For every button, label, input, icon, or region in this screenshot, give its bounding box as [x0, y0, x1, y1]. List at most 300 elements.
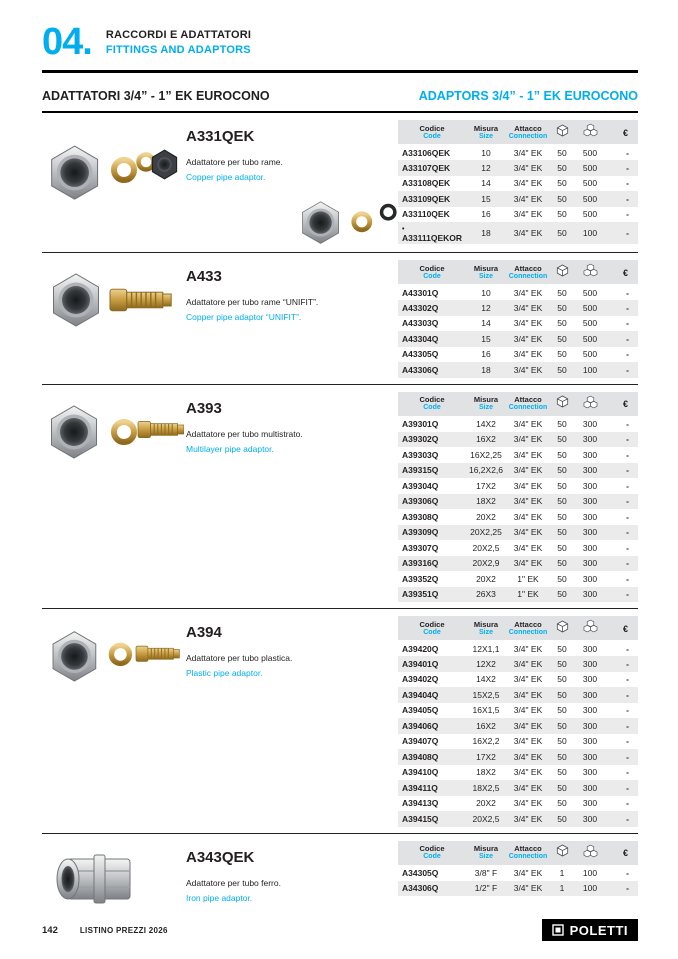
product-table-a343qek — [398, 841, 638, 897]
cell-box: 50 — [557, 228, 567, 238]
column-header-code: Codice Code — [398, 841, 466, 866]
cell-box: 50 — [557, 798, 567, 809]
cell-box: 50 — [557, 589, 567, 600]
nut-ring-insert-photo — [42, 622, 184, 692]
column-header-connection: Attacco Connection — [506, 260, 550, 285]
cell-size: 1/2" F — [474, 883, 498, 894]
product-photo-a433 — [42, 260, 184, 378]
table-row — [398, 347, 638, 363]
cell-box: 1 — [559, 883, 565, 894]
table-row — [398, 494, 638, 510]
cell-code: A33108QEK — [402, 178, 451, 189]
cell-conn: 3/4" EK — [513, 178, 543, 189]
product-photo-a331qek — [42, 120, 184, 246]
cell-pallet: 300 — [582, 705, 598, 716]
cell-code: A39308Q — [402, 511, 439, 522]
cell-pallet: 100 — [582, 883, 598, 894]
cell-conn: 3/4" EK — [513, 465, 543, 476]
column-header-size: Misura Size — [466, 260, 506, 285]
brand-name: POLETTI — [569, 922, 628, 938]
table-row — [398, 145, 638, 161]
cell-code: A34305Q — [402, 868, 439, 878]
cell-pallet: 300 — [582, 465, 598, 476]
cell-code: A39407Q — [402, 736, 439, 747]
product-description-it: Adattatore per tubo multistrato. — [186, 428, 303, 439]
table-row — [398, 881, 638, 897]
cell-code: A33106QEK — [402, 147, 451, 158]
product-section-a343qek — [42, 834, 638, 917]
cell-size: 16 — [481, 209, 491, 220]
cell-conn: 3/4" EK — [513, 542, 543, 553]
cell-pallet: 500 — [582, 302, 598, 313]
table-row — [398, 478, 638, 494]
cell-box: 50 — [557, 147, 567, 158]
product-name: A393 — [186, 399, 222, 417]
cell-pallet: 300 — [582, 720, 598, 731]
product-photo-a393 — [42, 392, 184, 603]
cell-conn: 3/4" EK — [513, 193, 543, 204]
cell-code: A43303Q — [402, 318, 439, 329]
product-table-a394 — [398, 616, 638, 827]
cell-code: A43302Q — [402, 302, 439, 313]
pallet-icon — [574, 260, 606, 285]
cell-price: - — [626, 643, 629, 654]
product-section-a394 — [42, 609, 638, 834]
cell-box: 50 — [557, 349, 567, 360]
column-header-code: Codice Code — [398, 260, 466, 285]
nut-olive-rings-photo — [42, 126, 182, 218]
cell-size: 12 — [481, 302, 491, 313]
cell-conn: 3/4" EK — [513, 767, 543, 778]
cell-pallet: 300 — [582, 674, 598, 685]
cell-box: 50 — [557, 434, 567, 445]
column-header-price: € — [606, 392, 638, 417]
cell-price: - — [626, 287, 629, 298]
cell-pallet: 100 — [582, 228, 598, 238]
column-header-connection: Attacco Connection — [506, 392, 550, 417]
cell-box: 50 — [557, 333, 567, 344]
cell-conn: 3/4" EK — [513, 658, 543, 669]
cell-box: 50 — [557, 287, 567, 298]
table-row — [398, 587, 638, 603]
cell-code: A39404Q — [402, 689, 439, 700]
cell-box: 50 — [557, 511, 567, 522]
cell-pallet: 300 — [582, 782, 598, 793]
cell-conn: 3/4" EK — [513, 751, 543, 762]
cell-pallet: 300 — [582, 527, 598, 538]
cell-pallet: 300 — [582, 511, 598, 522]
cell-size: 16X1,5 — [472, 705, 500, 716]
column-header-price: € — [606, 120, 638, 145]
cell-conn: 3/4" EK — [513, 798, 543, 809]
cell-box: 50 — [557, 813, 567, 824]
cell-pallet: 300 — [582, 767, 598, 778]
cell-price: - — [626, 147, 629, 158]
cell-pallet: 500 — [582, 349, 598, 360]
cell-conn: 3/4" EK — [513, 318, 543, 329]
table-row — [398, 687, 638, 703]
cell-size: 14 — [481, 318, 491, 329]
product-description-en: Copper pipe adaptor “UNIFIT”. — [186, 312, 302, 322]
cell-pallet: 500 — [582, 147, 598, 158]
cell-conn: 3/4" EK — [513, 333, 543, 344]
cell-size: 18 — [481, 364, 491, 375]
cell-price: - — [626, 496, 629, 507]
cell-box: 50 — [557, 558, 567, 569]
column-header-size: Misura Size — [466, 120, 506, 145]
cell-conn: 3/4" EK — [513, 813, 543, 824]
box-icon — [550, 260, 574, 285]
cell-price: - — [626, 705, 629, 716]
cell-conn: 1" EK — [517, 589, 539, 600]
page-header — [42, 21, 638, 63]
product-description-it: Adattatore per tubo rame. — [186, 157, 283, 167]
chapter-title-it: RACCORDI E ADATTATORI — [105, 29, 252, 41]
cell-conn: 3/4" EK — [513, 643, 543, 654]
cell-pallet: 500 — [582, 209, 598, 220]
table-row — [398, 447, 638, 463]
cell-conn: 3/4" EK — [513, 302, 543, 313]
table-row — [398, 780, 638, 796]
cell-price: - — [626, 589, 629, 600]
cell-pallet: 300 — [582, 496, 598, 507]
table-row — [398, 331, 638, 347]
table-row — [398, 540, 638, 556]
cell-price: - — [626, 689, 629, 700]
cell-pallet: 300 — [582, 751, 598, 762]
table-row — [398, 718, 638, 734]
cell-price: - — [626, 782, 629, 793]
table-row — [398, 191, 638, 207]
cell-size: 16X2 — [476, 434, 496, 445]
chapter-title-en: FITTINGS AND ADAPTORS — [105, 44, 251, 56]
cell-price: - — [626, 813, 629, 824]
cell-pallet: 300 — [582, 480, 598, 491]
box-icon — [550, 392, 574, 417]
cell-size: 17X2 — [476, 480, 496, 491]
cell-conn: 3/4" EK — [513, 705, 543, 716]
cell-code: A39413Q — [402, 798, 439, 809]
cell-box: 50 — [557, 209, 567, 220]
cell-price: - — [626, 720, 629, 731]
cell-box: 50 — [557, 318, 567, 329]
cell-code: A39406Q — [402, 720, 439, 731]
column-header-size: Misura Size — [466, 392, 506, 417]
cell-size: 12 — [481, 162, 491, 173]
cell-price: - — [626, 658, 629, 669]
cell-pallet: 100 — [582, 364, 598, 375]
cell-pallet: 300 — [582, 736, 598, 747]
cell-price: - — [626, 193, 629, 204]
cell-box: 50 — [557, 751, 567, 762]
cell-conn: 3/4" EK — [513, 434, 543, 445]
cell-pallet: 300 — [582, 434, 598, 445]
table-row — [398, 656, 638, 672]
cell-conn: 3/4" EK — [513, 419, 543, 429]
cell-conn: 3/4" EK — [513, 349, 543, 360]
cell-code: • A33111QEKOR — [402, 226, 463, 243]
cell-pallet: 500 — [582, 318, 598, 329]
cell-box: 50 — [557, 542, 567, 553]
cell-box: 50 — [557, 674, 567, 685]
cell-size: 20X2,5 — [472, 813, 500, 824]
column-header-connection: Attacco Connection — [506, 120, 550, 145]
table-header-row — [398, 616, 638, 641]
cell-price: - — [626, 318, 629, 329]
cell-code: A43306Q — [402, 364, 439, 375]
product-table-a433 — [398, 260, 638, 378]
cell-code: A39304Q — [402, 480, 439, 491]
column-header-code: Codice Code — [398, 616, 466, 641]
cell-price: - — [626, 868, 629, 878]
cell-code: A39351Q — [402, 589, 439, 600]
cell-conn: 3/4" EK — [513, 527, 543, 538]
pallet-icon — [574, 392, 606, 417]
cell-conn: 3/4" EK — [513, 689, 543, 700]
column-header-price: € — [606, 841, 638, 866]
cell-price: - — [626, 465, 629, 476]
cell-price: - — [626, 573, 629, 584]
cell-code: A39352Q — [402, 573, 439, 584]
cell-conn: 3/4" EK — [513, 287, 543, 298]
cell-code: A39415Q — [402, 813, 439, 824]
cell-pallet: 300 — [582, 798, 598, 809]
cell-conn: 1" EK — [517, 573, 539, 584]
cell-box: 50 — [557, 302, 567, 313]
cell-size: 16X2,25 — [470, 449, 502, 460]
cell-box: 50 — [557, 736, 567, 747]
cell-pallet: 100 — [582, 868, 598, 878]
cell-conn: 3/4" EK — [513, 228, 543, 238]
chapter-number: 04. — [42, 21, 92, 63]
cell-conn: 3/4" EK — [513, 480, 543, 491]
table-row — [398, 811, 638, 827]
cell-size: 18X2 — [476, 496, 496, 507]
cell-conn: 3/4" EK — [513, 782, 543, 793]
cell-pallet: 300 — [582, 813, 598, 824]
cell-code: A39306Q — [402, 496, 439, 507]
table-row — [398, 222, 638, 244]
cell-code: A39420Q — [402, 643, 439, 654]
cell-box: 50 — [557, 720, 567, 731]
price-list-label: LISTINO PREZZI 2026 — [79, 925, 168, 935]
cell-size: 18X2,5 — [472, 782, 500, 793]
cell-box: 50 — [557, 465, 567, 476]
table-row — [398, 300, 638, 316]
product-photo-a394 — [42, 616, 184, 827]
cell-box: 50 — [557, 162, 567, 173]
cell-pallet: 300 — [582, 573, 598, 584]
product-photo-a343qek — [42, 841, 184, 911]
nut-ring-insert-photo — [42, 398, 184, 468]
cell-box: 50 — [557, 449, 567, 460]
cell-conn: 3/4" EK — [513, 868, 543, 878]
cell-size: 15X2,5 — [472, 689, 500, 700]
pallet-icon — [574, 120, 606, 145]
nut-ring-oring-photo — [295, 195, 407, 251]
brand-logo — [542, 919, 638, 941]
product-section-a393 — [42, 385, 638, 610]
cell-size: 20X2 — [476, 798, 496, 809]
cell-size: 18X2 — [476, 767, 496, 778]
column-header-connection: Attacco Connection — [506, 841, 550, 866]
cell-price: - — [626, 302, 629, 313]
cell-price: - — [626, 178, 629, 189]
cell-conn: 3/4" EK — [513, 736, 543, 747]
cell-price: - — [626, 333, 629, 344]
cell-conn: 3/4" EK — [513, 558, 543, 569]
cell-code: A39302Q — [402, 434, 439, 445]
table-row — [398, 509, 638, 525]
table-row — [398, 641, 638, 657]
product-name: A433 — [186, 268, 222, 285]
cell-price: - — [626, 434, 629, 445]
cell-price: - — [626, 798, 629, 809]
product-section-a331qek — [42, 113, 638, 253]
cell-box: 50 — [557, 364, 567, 375]
cell-box: 50 — [557, 705, 567, 716]
cell-code: A39303Q — [402, 449, 439, 460]
cell-pallet: 300 — [582, 589, 598, 600]
table-row — [398, 316, 638, 332]
section-title-en: ADAPTORS 3/4” - 1” EK EUROCONO — [418, 89, 638, 103]
cell-conn: 3/4" EK — [513, 449, 543, 460]
cell-price: - — [626, 511, 629, 522]
cell-conn: 3/4" EK — [513, 209, 543, 220]
table-row — [398, 765, 638, 781]
cell-price: - — [626, 162, 629, 173]
product-table-a393 — [398, 392, 638, 603]
cell-pallet: 300 — [582, 449, 598, 460]
cell-price: - — [626, 364, 629, 375]
cell-size: 10 — [481, 147, 491, 158]
cell-size: 16X2,2 — [472, 736, 500, 747]
header-rule — [42, 70, 638, 73]
product-name: A331QEK — [186, 128, 255, 145]
cell-code: A39301Q — [402, 419, 439, 429]
chrome-coupler-photo — [42, 847, 162, 911]
table-row — [398, 416, 638, 432]
cell-size: 12X2 — [476, 658, 496, 669]
cell-conn: 3/4" EK — [513, 364, 543, 375]
table-row — [398, 865, 638, 881]
cell-size: 3/8" F — [474, 868, 498, 878]
cell-code: A34306Q — [402, 883, 439, 894]
cell-box: 50 — [557, 782, 567, 793]
cell-box: 50 — [557, 527, 567, 538]
cell-code: A33107QEK — [402, 162, 451, 173]
table-row — [398, 571, 638, 587]
cell-box: 50 — [557, 643, 567, 654]
cell-conn: 3/4" EK — [513, 720, 543, 731]
page-footer — [42, 919, 638, 941]
cell-pallet: 300 — [582, 689, 598, 700]
cell-code: A39316Q — [402, 558, 439, 569]
cell-size: 10 — [481, 287, 491, 298]
cell-size: 16X2 — [476, 720, 496, 731]
cell-box: 1 — [559, 868, 565, 878]
cell-code: A39307Q — [402, 542, 439, 553]
cell-conn: 3/4" EK — [513, 147, 543, 158]
cell-conn: 3/4" EK — [513, 674, 543, 685]
section-title-bar — [42, 89, 638, 113]
product-table-a331qek — [398, 120, 638, 244]
cell-price: - — [626, 228, 629, 238]
cell-code: A39410Q — [402, 767, 439, 778]
cell-box: 50 — [557, 689, 567, 700]
cell-pallet: 500 — [582, 287, 598, 298]
cell-size: 15 — [481, 333, 491, 344]
cell-price: - — [626, 480, 629, 491]
cell-price: - — [626, 883, 629, 894]
table-row — [398, 796, 638, 812]
cell-box: 50 — [557, 480, 567, 491]
product-section-a433 — [42, 253, 638, 385]
table-header-row — [398, 120, 638, 145]
table-row — [398, 703, 638, 719]
cell-conn: 3/4" EK — [513, 883, 543, 894]
cell-conn: 3/4" EK — [513, 496, 543, 507]
box-icon — [550, 616, 574, 641]
note-marker: • — [402, 226, 405, 233]
nut-brass-fitting-photo — [42, 266, 182, 336]
cell-conn: 3/4" EK — [513, 162, 543, 173]
table-row — [398, 160, 638, 176]
table-row — [398, 525, 638, 541]
cell-pallet: 300 — [582, 658, 598, 669]
table-row — [398, 285, 638, 301]
cell-box: 50 — [557, 178, 567, 189]
product-description-it: Adattatore per tubo ferro. — [186, 877, 281, 888]
product-name: A343QEK — [186, 848, 255, 866]
cell-size: 20X2,5 — [472, 542, 500, 553]
product-description-it: Adattatore per tubo rame “UNIFIT”. — [186, 297, 319, 307]
product-description-en: Iron pipe adaptor. — [186, 892, 253, 903]
cell-size: 14 — [481, 178, 491, 189]
cell-pallet: 300 — [582, 558, 598, 569]
cell-box: 50 — [557, 419, 567, 429]
column-header-size: Misura Size — [466, 841, 506, 866]
cell-price: - — [626, 751, 629, 762]
product-description-it: Adattatore per tubo plastica. — [186, 653, 293, 663]
table-row — [398, 362, 638, 378]
brand-logo-icon — [552, 924, 564, 936]
cell-size: 20X2 — [476, 573, 496, 584]
cell-price: - — [626, 527, 629, 538]
cell-code: A39405Q — [402, 705, 439, 716]
column-header-code: Codice Code — [398, 392, 466, 417]
cell-price: - — [626, 209, 629, 220]
cell-size: 12X1,1 — [472, 643, 500, 654]
cell-box: 50 — [557, 658, 567, 669]
cell-size: 20X2,9 — [472, 558, 500, 569]
cell-size: 26X3 — [476, 589, 496, 600]
cell-box: 50 — [557, 767, 567, 778]
cell-size: 20X2,25 — [470, 527, 502, 538]
column-header-price: € — [606, 616, 638, 641]
table-row — [398, 672, 638, 688]
cell-size: 16 — [481, 349, 491, 360]
table-row — [398, 734, 638, 750]
cell-code: A43304Q — [402, 333, 439, 344]
table-header-row — [398, 392, 638, 417]
cell-code: A39309Q — [402, 527, 439, 538]
cell-code: A43301Q — [402, 287, 439, 298]
table-header-row — [398, 841, 638, 866]
cell-price: - — [626, 767, 629, 778]
table-row — [398, 207, 638, 223]
table-row — [398, 432, 638, 448]
